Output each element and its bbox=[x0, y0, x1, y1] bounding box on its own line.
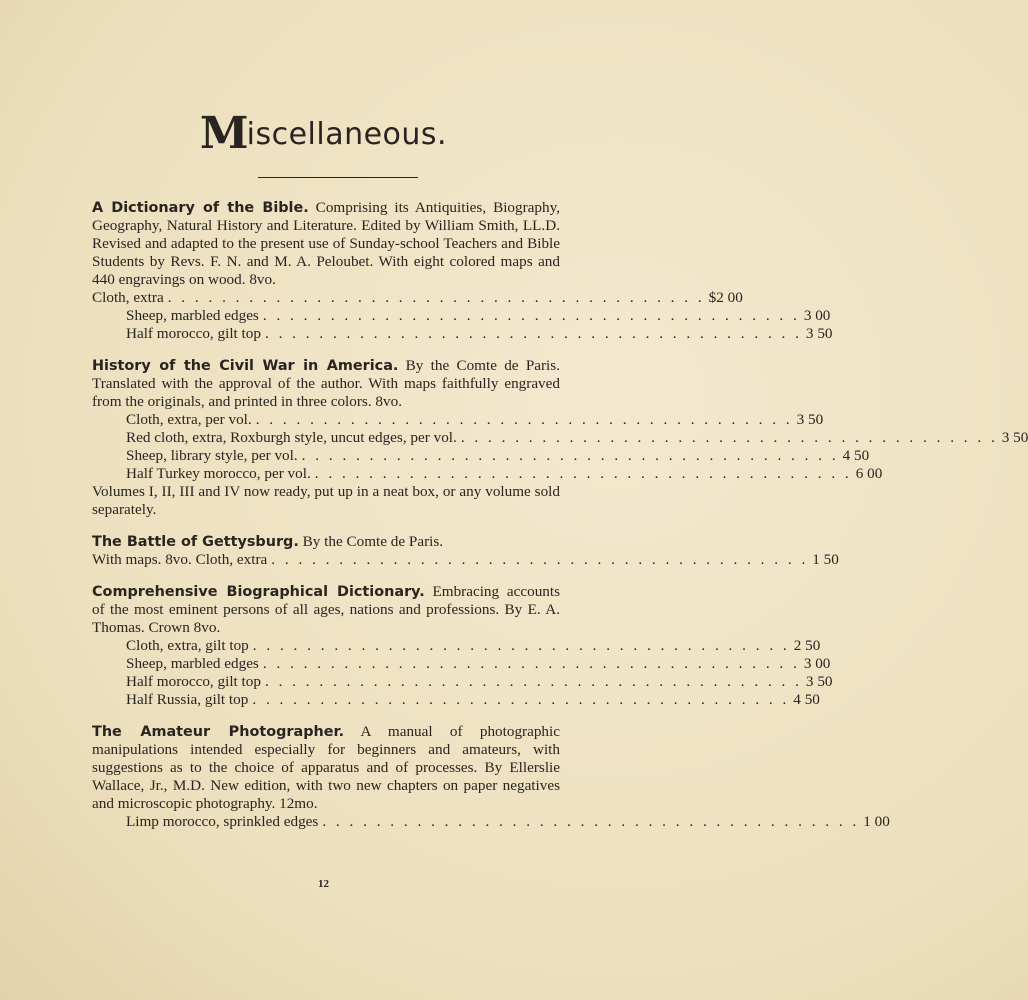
price-line bbox=[92, 325, 833, 343]
entry-description bbox=[92, 357, 560, 411]
binding-label: Cloth, extra, gilt top bbox=[126, 637, 249, 654]
dot-leader: . . . . . . . . . . . . . . . . . . . . . . . . . . . . . . . . . . . . . . . . bbox=[252, 691, 790, 708]
price-line bbox=[92, 813, 890, 831]
entry-title: A Dictionary of the Bible. bbox=[92, 200, 309, 216]
price-line bbox=[92, 411, 824, 429]
catalog-entries bbox=[92, 199, 1028, 845]
entry-title: Comprehensive Biographical Dictionary. bbox=[92, 584, 425, 600]
catalog-entry bbox=[92, 199, 833, 343]
entry-title: History of the Civil War in America. bbox=[92, 358, 399, 374]
entry-title: The Battle of Gettysburg. bbox=[92, 534, 299, 550]
heading-initial: M bbox=[199, 108, 247, 159]
price: 3 50 bbox=[805, 673, 833, 690]
price: $2 00 bbox=[708, 289, 743, 306]
entry-text: By the Comte de Paris. bbox=[298, 533, 444, 550]
entry-text: Comprising its Antiquities, Biography, Geography, Natural History and Literature. Edited by William Smith, LL.D. Revised and adapted to the present use of Sunday-school Teachers and Bible Students by Revs. F. N. and M. A. Peloubet. With eight colored maps and 440 engravings on wood. 8vo. bbox=[92, 199, 560, 288]
price: 2 50 bbox=[793, 637, 821, 654]
entry-description bbox=[92, 723, 560, 813]
dot-leader: . . . . . . . . . . . . . . . . . . . . . . . . . . . . . . . . . . . . . . . . bbox=[460, 429, 998, 446]
binding-label: Half Turkey morocco, per vol. bbox=[126, 465, 311, 482]
heading-rule bbox=[258, 177, 418, 178]
dot-leader: . . . . . . . . . . . . . . . . . . . . . . . . . . . . . . . . . . . . . . . . bbox=[301, 447, 839, 464]
price-line bbox=[92, 551, 839, 569]
entry-title: The Amateur Photographer. bbox=[92, 724, 345, 740]
price-line bbox=[92, 691, 820, 709]
dot-leader: . . . . . . . . . . . . . . . . . . . . . . . . . . . . . . . . . . . . . . . . bbox=[264, 673, 802, 690]
page-number: 12 bbox=[318, 878, 329, 890]
catalog-entry bbox=[92, 583, 833, 709]
entry-text: A manual of photographic manipulations intended especially for beginners and amateurs, with suggestions as to the choice of apparatus and of processes. By Ellerslie Wallace, Jr., M.D. New edition, with two new chapters on paper negatives and microscopic photography. 12mo. bbox=[92, 723, 560, 812]
price-line bbox=[92, 655, 831, 673]
binding-label: Half morocco, gilt top bbox=[126, 673, 261, 690]
price-line bbox=[92, 465, 883, 483]
binding-label: Cloth, extra, per vol. bbox=[126, 411, 252, 428]
price: 1 50 bbox=[812, 551, 839, 568]
entry-note: Volumes I, II, III and IV now ready, put up in a neat box, or any volume sold separately. bbox=[92, 483, 560, 518]
entry-text: By the Comte de Paris. Translated with the approval of the author. With maps faithfully engraved from the originals, and printed in three colors. 8vo. bbox=[92, 357, 560, 410]
page-heading bbox=[0, 108, 647, 159]
binding-label: Cloth, extra bbox=[92, 289, 164, 306]
catalog-entry bbox=[92, 357, 1028, 519]
binding-label: Half Russia, gilt top bbox=[126, 691, 249, 708]
price-line bbox=[92, 289, 743, 307]
binding-label: Red cloth, extra, Roxburgh style, uncut edges, per vol. bbox=[126, 429, 457, 446]
dot-leader: . . . . . . . . . . . . . . . . . . . . . . . . . . . . . . . . . . . . . . . . bbox=[262, 307, 800, 324]
price: 3 50 bbox=[1001, 429, 1028, 446]
dot-leader: . . . . . . . . . . . . . . . . . . . . . . . . . . . . . . . . . . . . . . . . bbox=[252, 637, 790, 654]
dot-leader: . . . . . . . . . . . . . . . . . . . . . . . . . . . . . . . . . . . . . . . . bbox=[314, 465, 852, 482]
price: 4 50 bbox=[842, 447, 870, 464]
catalog-entry bbox=[92, 533, 839, 569]
binding-label: Sheep, library style, per vol. bbox=[126, 447, 298, 464]
entry-description bbox=[92, 533, 560, 551]
binding-label: Sheep, marbled edges bbox=[126, 655, 259, 672]
dot-leader: . . . . . . . . . . . . . . . . . . . . . . . . . . . . . . . . . . . . . . . . bbox=[262, 655, 800, 672]
price: 3 50 bbox=[805, 325, 833, 342]
price-line bbox=[92, 637, 821, 655]
binding-label: Limp morocco, sprinkled edges bbox=[126, 813, 319, 830]
dot-leader: . . . . . . . . . . . . . . . . . . . . . . . . . . . . . . . . . . . . . . . . bbox=[322, 813, 860, 830]
price: 4 50 bbox=[793, 691, 820, 708]
price-line bbox=[92, 307, 831, 325]
price: 6 00 bbox=[855, 465, 883, 482]
price-line bbox=[92, 447, 870, 465]
binding-label: Half morocco, gilt top bbox=[126, 325, 261, 342]
binding-label: Sheep, marbled edges bbox=[126, 307, 259, 324]
price: 3 50 bbox=[796, 411, 824, 428]
catalog-entry bbox=[92, 723, 890, 831]
dot-leader: . . . . . . . . . . . . . . . . . . . . . . . . . . . . . . . . . . . . . . . . bbox=[167, 289, 705, 306]
price: 1 00 bbox=[863, 813, 890, 830]
dot-leader: . . . . . . . . . . . . . . . . . . . . . . . . . . . . . . . . . . . . . . . . bbox=[255, 411, 793, 428]
dot-leader: . . . . . . . . . . . . . . . . . . . . . . . . . . . . . . . . . . . . . . . . bbox=[271, 551, 809, 568]
price-line bbox=[92, 429, 1028, 447]
binding-label: With maps. 8vo. Cloth, extra bbox=[92, 551, 268, 568]
dot-leader: . . . . . . . . . . . . . . . . . . . . . . . . . . . . . . . . . . . . . . . . bbox=[264, 325, 802, 342]
heading-text: iscellaneous. bbox=[246, 117, 448, 152]
price-line bbox=[92, 673, 833, 691]
entry-description bbox=[92, 583, 560, 637]
price: 3 00 bbox=[803, 307, 831, 324]
entry-description bbox=[92, 199, 560, 289]
price: 3 00 bbox=[803, 655, 831, 672]
entry-text: Embracing accounts of the most eminent persons of all ages, nations and professions. By E. A. Thomas. Crown 8vo. bbox=[92, 583, 561, 636]
